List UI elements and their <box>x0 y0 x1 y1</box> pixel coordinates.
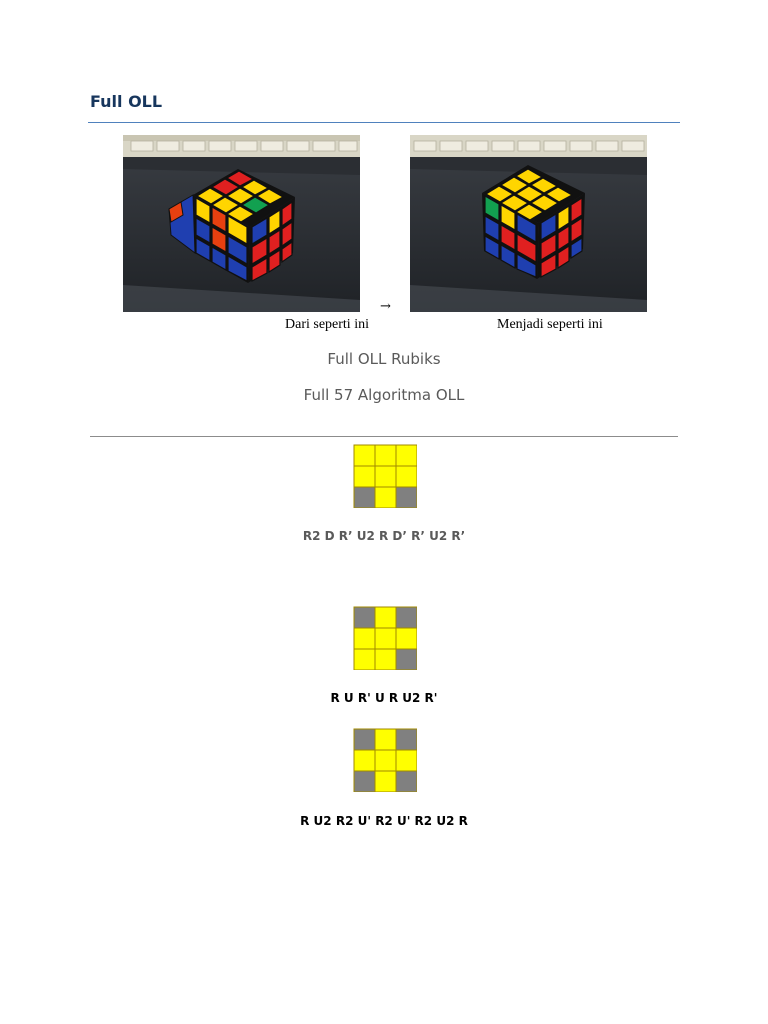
yellow-sticker <box>375 607 396 628</box>
gray-sticker <box>396 487 417 508</box>
gray-sticker <box>396 649 417 670</box>
yellow-sticker <box>396 445 417 466</box>
yellow-sticker <box>354 649 375 670</box>
oll-algorithm: R2 D R’ U2 R D’ R’ U2 R’ <box>302 529 466 543</box>
cube-photo-after <box>410 135 647 312</box>
yellow-sticker <box>396 628 417 649</box>
oll-algorithm: R U R' U R U2 R' <box>330 691 438 705</box>
yellow-sticker <box>396 750 417 771</box>
yellow-sticker <box>375 445 396 466</box>
gray-sticker <box>354 771 375 792</box>
yellow-sticker <box>375 750 396 771</box>
yellow-sticker <box>354 750 375 771</box>
gray-sticker <box>354 729 375 750</box>
yellow-sticker <box>354 445 375 466</box>
oll-case-diagram <box>353 728 417 792</box>
yellow-sticker <box>375 466 396 487</box>
page-heading: Full OLL <box>90 92 163 111</box>
yellow-sticker <box>375 771 396 792</box>
yellow-sticker <box>354 628 375 649</box>
yellow-sticker <box>375 487 396 508</box>
heading-underline <box>88 122 680 123</box>
oll-case-diagram <box>353 606 417 670</box>
caption-before: Dari seperti ini <box>285 317 369 332</box>
gray-sticker <box>396 607 417 628</box>
transition-arrow: → <box>380 299 391 314</box>
yellow-sticker <box>375 649 396 670</box>
yellow-sticker <box>354 466 375 487</box>
gray-sticker <box>396 729 417 750</box>
yellow-sticker <box>375 628 396 649</box>
oll-algorithm: R U2 R2 U' R2 U' R2 U2 R <box>300 814 468 828</box>
link-full-oll-rubiks[interactable]: Full OLL Rubiks <box>327 350 441 368</box>
yellow-sticker <box>396 466 417 487</box>
gray-sticker <box>396 771 417 792</box>
cube-photo-before <box>123 135 360 312</box>
oll-case-diagram <box>353 444 417 508</box>
link-full-57-algorithms[interactable]: Full 57 Algoritma OLL <box>303 386 465 404</box>
yellow-sticker <box>375 729 396 750</box>
gray-sticker <box>354 607 375 628</box>
gray-sticker <box>354 487 375 508</box>
caption-after: Menjadi seperti ini <box>497 317 603 332</box>
section-divider <box>90 436 678 437</box>
